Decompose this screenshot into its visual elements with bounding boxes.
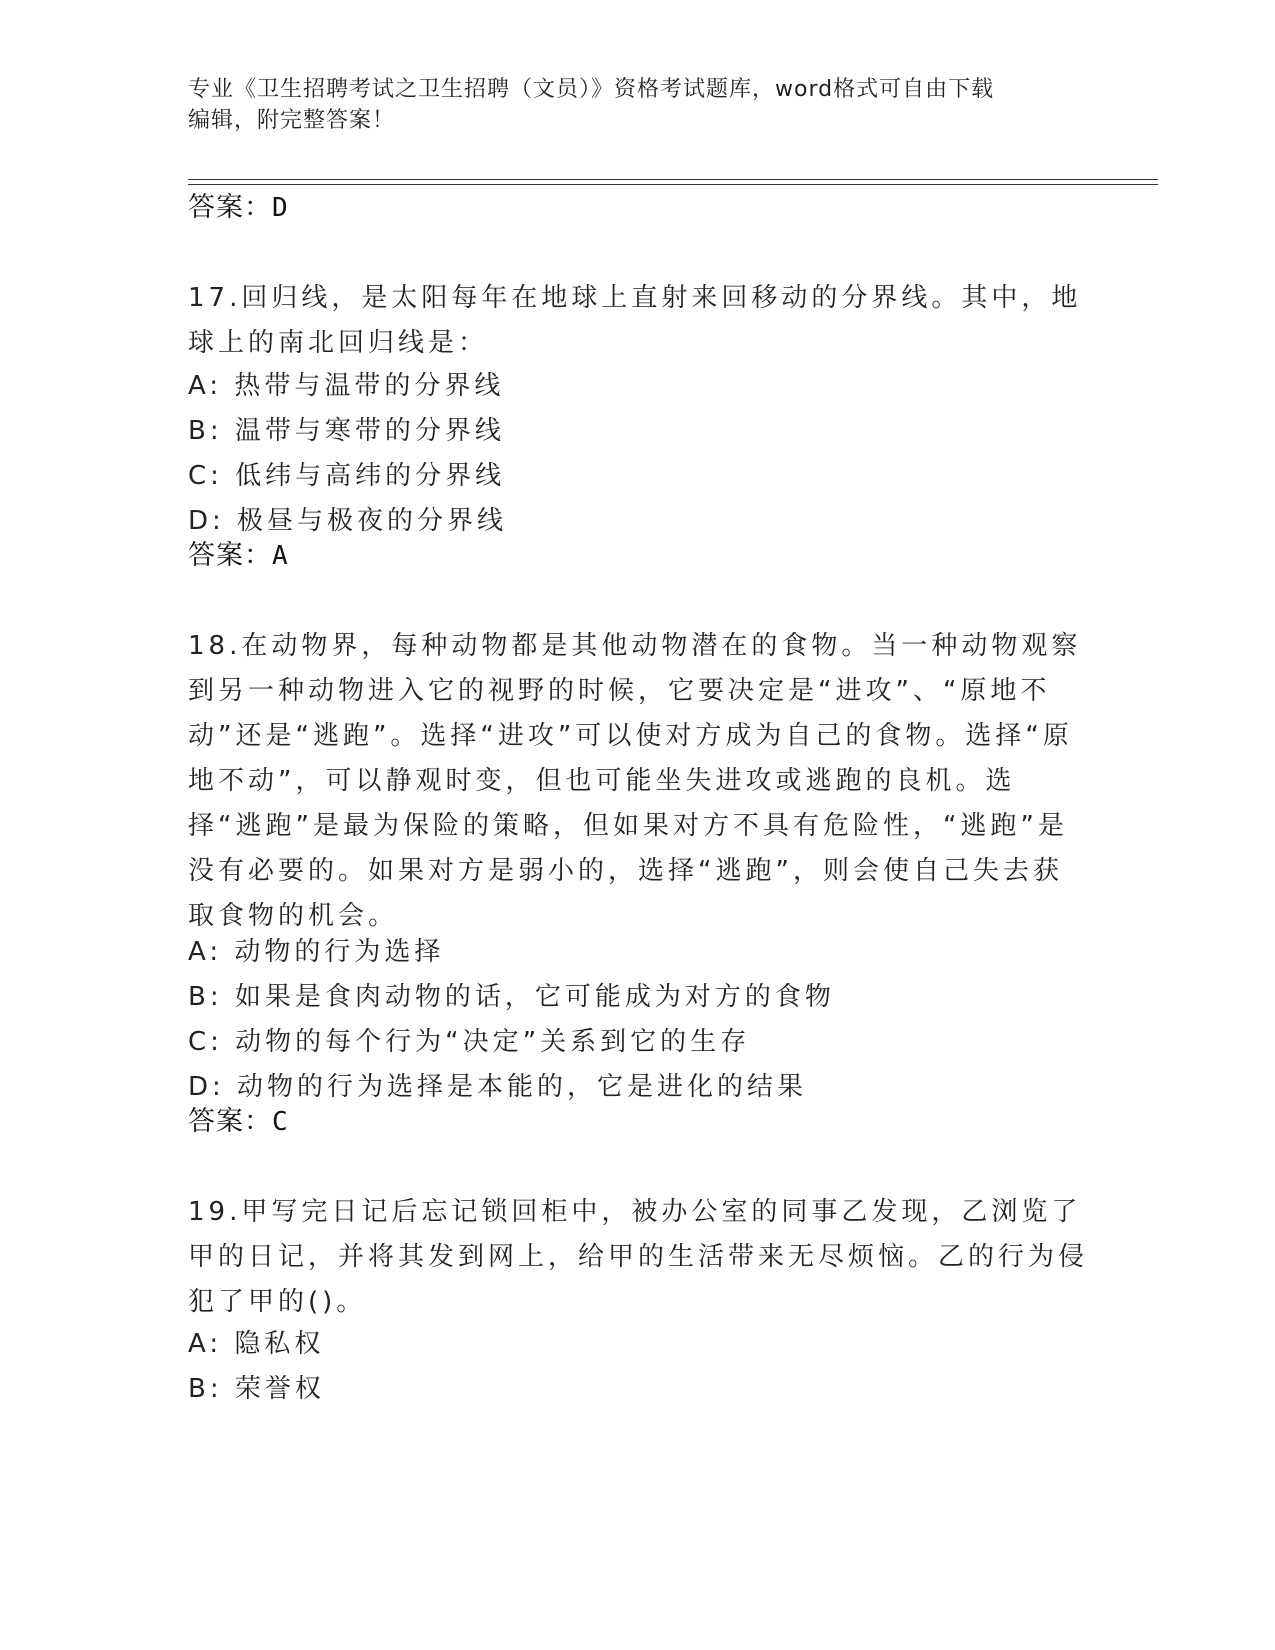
option-b: B: 荣誉权	[188, 1374, 325, 1404]
option-a: A: 动物的行为选择	[188, 937, 445, 967]
option-d: D: 极昼与极夜的分界线	[188, 506, 508, 536]
header-divider-bottom	[188, 184, 1158, 185]
question-18-options	[188, 930, 1088, 1110]
header-line-2: 编辑，附完整答案！	[188, 108, 396, 133]
question-18-text: 18.在动物界，每种动物都是其他动物潜在的食物。当一种动物观察到另一种动物进入它的视野的时候，它要决定是“进攻”、“原地不动”还是“逃跑”。选择“进攻”可以使对方成为自己的食物。选择“原地不动”，可以静观时变，但也可能坐失进攻或逃跑的良机。选择“逃跑”是最为保险的策略，但如果对方不具有危险性，“逃跑”是没有必要的。如果对方是弱小的，选择“逃跑”，则会使自己失去获取食物的机会。	[188, 631, 1082, 931]
answer-label: 答案：	[188, 540, 272, 571]
option-c: C: 低纬与高纬的分界线	[188, 461, 506, 491]
question-19-options	[188, 1322, 1088, 1412]
answer-label: 答案：	[188, 192, 272, 223]
question-18-answer	[188, 1104, 289, 1140]
question-19-text: 19.甲写完日记后忘记锁回柜中，被办公室的同事乙发现，乙浏览了甲的日记，并将其发到网上，给甲的生活带来无尽烦恼。乙的行为侵犯了甲的()。	[188, 1197, 1089, 1317]
header-line-1: 专业《卫生招聘考试之卫生招聘（文员）》资格考试题库，word格式可自由下载	[188, 77, 995, 102]
option-c: C: 动物的每个行为“决定”关系到它的生存	[188, 1027, 751, 1057]
answer-label: 答案：	[188, 1106, 272, 1137]
option-a: A: 隐私权	[188, 1329, 325, 1359]
option-a: A: 热带与温带的分界线	[188, 371, 505, 401]
answer-value: C	[272, 1107, 289, 1137]
answer-value: D	[272, 193, 289, 223]
previous-answer	[188, 190, 289, 226]
option-d: D: 动物的行为选择是本能的，它是进化的结果	[188, 1072, 808, 1102]
header-divider-top	[188, 179, 1158, 180]
document-header	[188, 74, 1088, 136]
option-b: B: 如果是食肉动物的话，它可能成为对方的食物	[188, 982, 835, 1012]
option-b: B: 温带与寒带的分界线	[188, 416, 505, 446]
question-17-options	[188, 364, 1088, 544]
question-17-answer	[188, 538, 289, 574]
question-17-text: 17.回归线，是太阳每年在地球上直射来回移动的分界线。其中，地球上的南北回归线是：	[188, 283, 1082, 358]
answer-value: A	[272, 541, 289, 571]
